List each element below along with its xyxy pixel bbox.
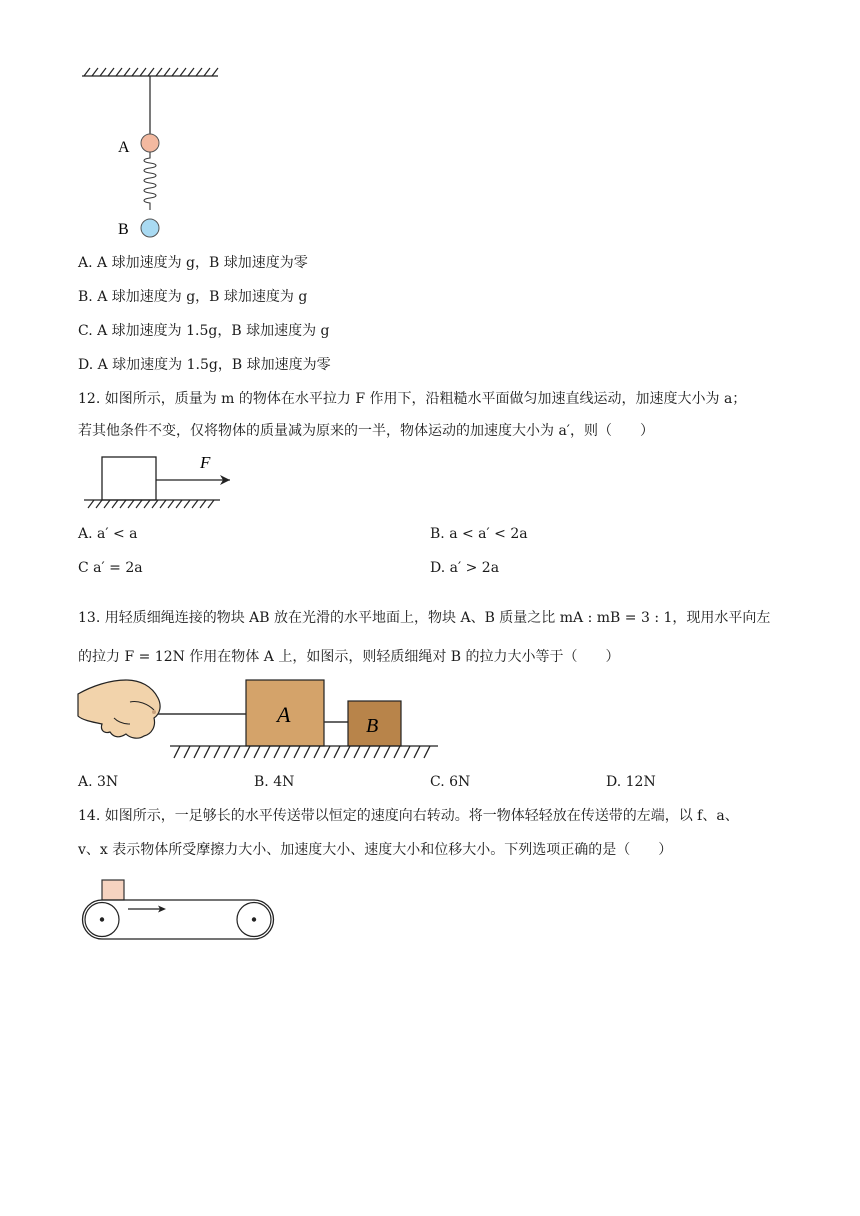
q13-option-a: A. 3N (78, 774, 119, 790)
spring-balls-figure (70, 64, 230, 244)
block-b-label: B (366, 715, 379, 737)
label-b: B (118, 221, 129, 238)
ceiling-hatch (82, 68, 218, 76)
q12-option-d: D. a′ > 2a (430, 560, 500, 576)
q13-stem-line1: 13. 用轻质细绳连接的物块 AB 放在光滑的水平地面上，物块 A、B 质量之比 mA : mB = 3 : 1，现用水平向左 (78, 610, 771, 626)
q13-option-b: B. 4N (254, 774, 295, 790)
ground-hatch (170, 746, 438, 758)
q12-option-a: A. a′ < a (78, 526, 138, 542)
q14-stem-line1: 14. 如图所示，一足够长的水平传送带以恒定的速度向右转动。将一物体轻轻放在传送带的左端，以 f、a、 (78, 808, 739, 824)
q11-option-c: C. A 球加速度为 1.5g，B 球加速度为 g (78, 323, 330, 339)
q13-option-d: D. 12N (606, 774, 656, 790)
block (102, 457, 156, 500)
q12-stem-line1: 12. 如图所示，质量为 m 的物体在水平拉力 F 作用下，沿粗糙水平面做匀加速直线运动，加速度大小为 a； (78, 391, 747, 407)
block-force-figure (80, 450, 250, 512)
q11-option-b: B. A 球加速度为 g，B 球加速度为 g (78, 289, 308, 305)
q12-option-c: C a′ = 2a (78, 560, 143, 576)
q13-option-c: C. 6N (430, 774, 471, 790)
label-a: A (118, 139, 130, 156)
hand-blocks-figure (74, 672, 444, 764)
q11-option-a: A. A 球加速度为 g，B 球加速度为零 (78, 255, 308, 271)
ground-hatch (84, 500, 220, 508)
spring (144, 152, 156, 210)
q12-stem-line2: 若其他条件不变，仅将物体的质量减为原来的一半，物体运动的加速度大小为 a′，则（ ） (78, 423, 654, 439)
ball-a (141, 134, 159, 152)
block-a-label: A (277, 702, 291, 727)
q14-stem-line2: v、x 表示物体所受摩擦力大小、加速度大小、速度大小和位移大小。下列选项正确的是（ ） (78, 842, 673, 858)
force-label: F (200, 453, 211, 472)
ball-b (141, 219, 159, 237)
conveyor-belt-figure (78, 876, 278, 944)
q13-stem-line2: 的拉力 F = 12N 作用在物体 A 上，如图示，则轻质细绳对 B 的拉力大小等于（ ） (78, 649, 620, 665)
q11-option-d: D. A 球加速度为 1.5g，B 球加速度为零 (78, 357, 331, 373)
hand-icon (78, 680, 160, 738)
object-block (102, 880, 124, 900)
q12-option-b: B. a < a′ < 2a (430, 526, 528, 542)
